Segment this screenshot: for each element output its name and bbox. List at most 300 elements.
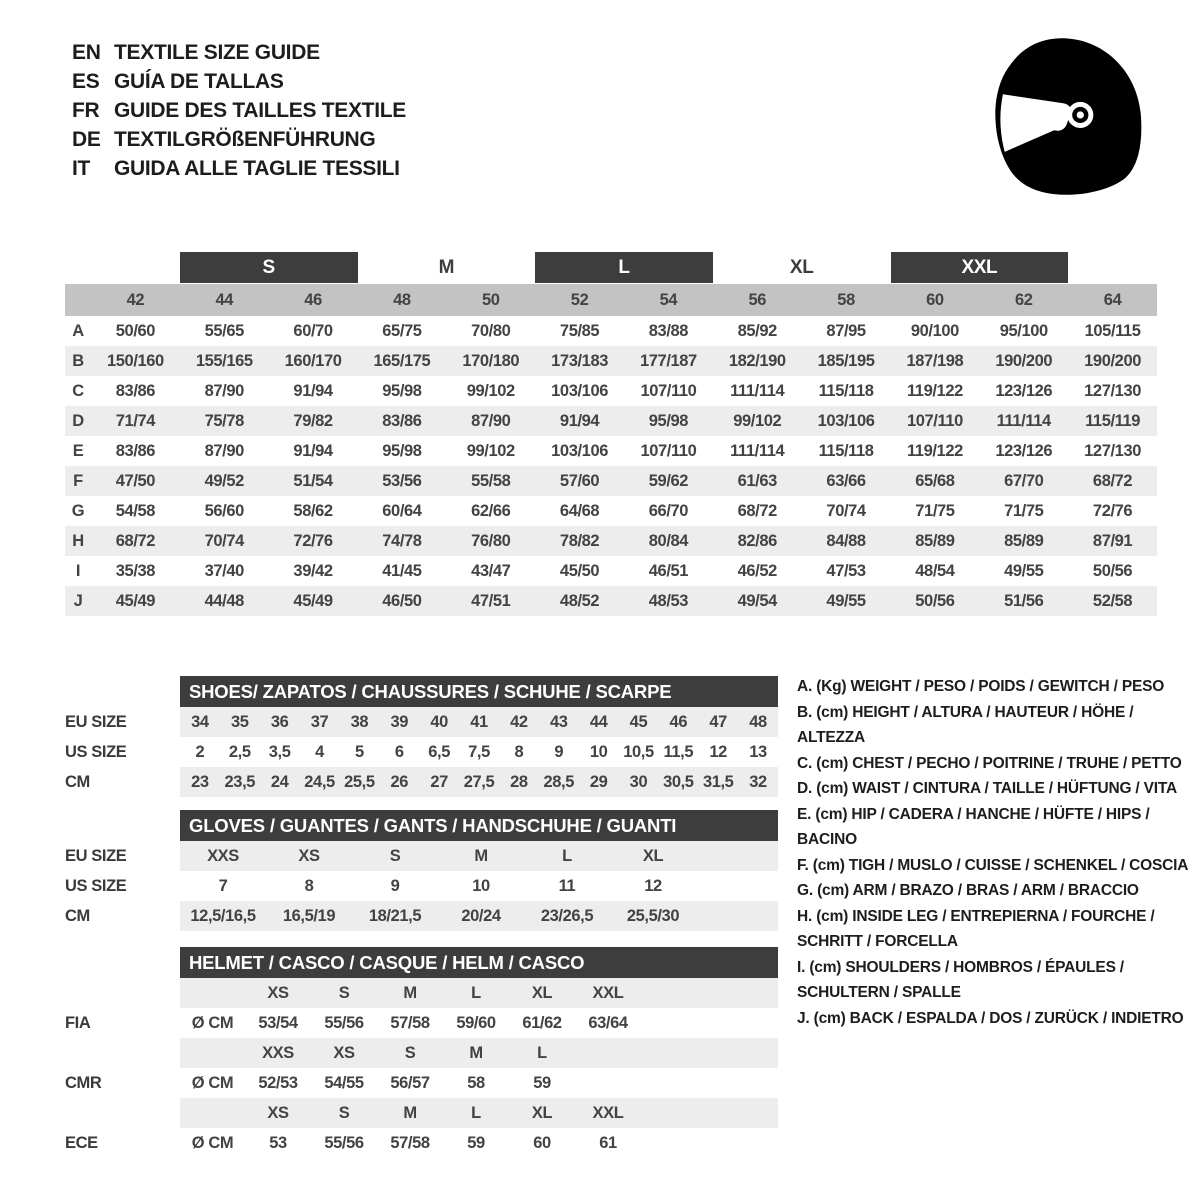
- row-label: F: [73, 472, 83, 490]
- value-cell: 59: [467, 1134, 485, 1152]
- value-cell: 46/50: [382, 592, 422, 610]
- value-cell: XXS: [207, 847, 239, 865]
- shoes-cells: [180, 707, 778, 737]
- value-cell: 190/200: [995, 352, 1053, 370]
- helmet-value-cells: [180, 1068, 778, 1098]
- value-cell: 68/72: [115, 532, 156, 550]
- helmet-value-row: [65, 1068, 778, 1098]
- value-cell: 111/114: [730, 382, 785, 400]
- value-cell: 32: [749, 773, 767, 791]
- standard-label: CMR: [65, 1074, 102, 1092]
- legend-item: A. (Kg) WEIGHT / PESO / POIDS / GEWITCH / PESO: [797, 678, 1165, 695]
- language-label: TEXTILGRÖßENFÜHRUNG: [114, 128, 376, 151]
- unit-label: Ø CM: [191, 1014, 234, 1032]
- value-cell: 123/126: [995, 382, 1053, 400]
- measurement-row: [65, 406, 1157, 436]
- value-cell: 2,5: [228, 743, 251, 761]
- value-cell: 16,5/19: [282, 907, 336, 925]
- value-cell: 78/82: [559, 532, 600, 550]
- helmet-value-row: [65, 1128, 778, 1158]
- value-cell: 34: [191, 713, 209, 731]
- value-cell: 115/118: [818, 442, 874, 460]
- shoes-rows: [65, 707, 778, 797]
- value-cell: 99/102: [733, 412, 782, 430]
- shoes-title-bar: SHOES/ ZAPATOS / CHAUSSURES / SCHUHE / SCARPE: [180, 676, 778, 707]
- size-cell: S: [338, 1104, 350, 1122]
- value-cell: 7,5: [468, 743, 490, 761]
- measurement-row: [65, 526, 1157, 556]
- value-cell: 123/126: [995, 442, 1053, 460]
- value-cell: XS: [298, 847, 320, 865]
- value-cell: 9: [554, 743, 564, 761]
- size-cell: XXS: [262, 1044, 294, 1062]
- value-cell: 70/74: [204, 532, 244, 550]
- value-cell: 46/51: [648, 562, 689, 580]
- value-cell: 91/94: [293, 382, 333, 400]
- value-cell: 24,5: [304, 773, 335, 791]
- size-cell: XL: [531, 1104, 553, 1122]
- row-label: CM: [65, 907, 90, 925]
- value-cell: 83/86: [115, 442, 156, 460]
- value-cell: 90/100: [910, 322, 959, 340]
- row-label: CM: [65, 773, 90, 791]
- legend-item: J. (cm) BACK / ESPALDA / DOS / ZURÜCK / INDIETRO: [797, 1009, 1184, 1027]
- value-cell: 87/91: [1092, 532, 1133, 550]
- value-cell: 24: [270, 773, 289, 791]
- value-cell: 119/122: [906, 442, 963, 460]
- value-cell: 105/115: [1084, 322, 1141, 340]
- language-code: ES: [72, 70, 100, 93]
- standard-label: FIA: [65, 1014, 91, 1032]
- value-cell: 51/54: [293, 472, 333, 490]
- measurement-row: [65, 316, 1157, 346]
- value-cell: 85/92: [737, 322, 777, 340]
- value-cell: 87/90: [204, 382, 244, 400]
- value-cell: 28: [510, 773, 528, 791]
- row-label: [65, 1038, 180, 1068]
- value-cell: 111/114: [730, 442, 785, 460]
- shoes-row: [65, 707, 778, 737]
- size-cell: XS: [267, 984, 289, 1002]
- measurement-rows: [65, 316, 1157, 616]
- value-cell: 20/24: [461, 907, 501, 925]
- value-cell: 56/57: [390, 1074, 430, 1092]
- size-group-m: M: [438, 257, 455, 278]
- value-cell: 63/64: [588, 1014, 628, 1032]
- value-cell: 190/200: [1084, 352, 1141, 370]
- value-cell: 49/55: [826, 592, 866, 610]
- language-code: IT: [72, 157, 91, 180]
- row-label: G: [71, 502, 85, 520]
- value-cell: L: [562, 847, 572, 865]
- value-cell: 4: [315, 743, 324, 761]
- value-cell: 71/74: [115, 412, 156, 430]
- size-cell: 62: [1014, 291, 1033, 309]
- value-cell: 12: [709, 743, 727, 761]
- value-cell: 185/195: [817, 352, 875, 370]
- size-cell: XXL: [592, 984, 624, 1002]
- value-cell: 65/75: [382, 322, 422, 340]
- helmet-value-cells: [180, 1008, 778, 1038]
- value-cell: 10: [589, 743, 608, 761]
- size-cell: 46: [304, 291, 322, 309]
- value-cell: 23,5: [224, 773, 256, 791]
- value-cell: 47/51: [471, 592, 511, 610]
- value-cell: 173/183: [551, 352, 608, 370]
- value-cell: 85/89: [915, 532, 955, 550]
- value-cell: 50/56: [915, 592, 955, 610]
- value-cell: 13: [749, 743, 767, 761]
- size-cell: L: [471, 984, 481, 1002]
- gloves-row: [65, 841, 778, 871]
- value-cell: 52/58: [1092, 592, 1133, 610]
- value-cell: 107/110: [906, 412, 963, 430]
- size-group-s: S: [180, 252, 358, 283]
- value-cell: 59/62: [648, 472, 689, 490]
- value-cell: 10: [472, 877, 490, 895]
- value-cell: 43: [549, 713, 568, 731]
- value-cell: 83/86: [382, 412, 422, 430]
- language-item: [72, 38, 406, 67]
- value-cell: 127/130: [1084, 442, 1141, 460]
- helmet-rows: [65, 978, 778, 1158]
- value-cell: 64/68: [559, 502, 600, 520]
- value-cell: 72/76: [293, 532, 333, 550]
- shoes-row: [65, 737, 778, 767]
- language-list: [72, 38, 406, 183]
- value-cell: 82/86: [737, 532, 777, 550]
- value-cell: 61/63: [737, 472, 777, 490]
- shoes-cells: [180, 767, 778, 797]
- value-cell: 95/98: [648, 412, 689, 430]
- legend-item: C. (cm) CHEST / PECHO / POITRINE / TRUHE / PETTO: [797, 754, 1182, 772]
- value-cell: 115/119: [1085, 412, 1141, 430]
- unit-spacer: [180, 978, 245, 1008]
- value-cell: 47/50: [115, 472, 156, 490]
- value-cell: 83/86: [115, 382, 156, 400]
- value-cell: 30: [629, 773, 648, 791]
- value-cell: 59: [533, 1074, 551, 1092]
- value-cell: 23/26,5: [540, 907, 594, 925]
- value-cell: 35: [231, 713, 249, 731]
- value-cell: 63/66: [826, 472, 866, 490]
- row-label-spacer: [65, 284, 91, 316]
- value-cell: XL: [642, 847, 664, 865]
- gloves-row: [65, 871, 778, 901]
- value-cell: 87/95: [826, 322, 866, 340]
- row-label: EU SIZE: [65, 713, 127, 731]
- value-cell: 6,5: [428, 743, 450, 761]
- value-cell: 103/106: [551, 442, 608, 460]
- value-cell: 48/52: [559, 592, 600, 610]
- size-cell: S: [338, 984, 350, 1002]
- measurement-row: [65, 466, 1157, 496]
- value-cell: 68/72: [1092, 472, 1133, 490]
- value-cell: 49/55: [1004, 562, 1044, 580]
- value-cell: 41: [470, 713, 488, 731]
- value-cell: 66/70: [648, 502, 689, 520]
- value-cell: 68/72: [737, 502, 777, 520]
- size-cell: L: [537, 1044, 547, 1062]
- gloves-table: [65, 810, 778, 931]
- row-label: US SIZE: [65, 877, 127, 895]
- value-cell: 27,5: [463, 773, 495, 791]
- value-cell: 87/90: [471, 412, 511, 430]
- row-label: A: [72, 322, 84, 340]
- shoes-table: [65, 676, 778, 797]
- legend-item: G. (cm) ARM / BRAZO / BRAS / ARM / BRACCIO: [797, 882, 1139, 899]
- value-cell: 58: [467, 1074, 485, 1092]
- helmet-size-row: [65, 978, 778, 1008]
- size-cell: S: [404, 1044, 416, 1062]
- measurement-row: [65, 586, 1157, 616]
- size-cell: [575, 1038, 641, 1068]
- value-cell: 3,5: [268, 743, 291, 761]
- value-cell: 48/53: [648, 592, 689, 610]
- value-cell: 91/94: [559, 412, 600, 430]
- size-group-xxl: XXL: [891, 252, 1069, 283]
- value-cell: S: [389, 847, 401, 865]
- value-cell: 37/40: [204, 562, 244, 580]
- value-cell: 71/75: [915, 502, 955, 520]
- gloves-cells: [180, 871, 778, 901]
- measurement-row: [65, 376, 1157, 406]
- value-cell: 115/118: [818, 382, 874, 400]
- measurement-row: [65, 346, 1157, 376]
- value-cell: 23: [191, 773, 209, 791]
- row-label: D: [72, 412, 84, 430]
- row-label: [65, 1098, 180, 1128]
- value-cell: 31,5: [702, 773, 734, 791]
- value-cell: 57/60: [559, 472, 600, 490]
- language-code: DE: [72, 128, 101, 151]
- helmet-size-cells: [180, 978, 778, 1008]
- value-cell: 29: [589, 773, 608, 791]
- value-cell: 25,5/30: [626, 907, 680, 925]
- value-cell: 58/62: [293, 502, 333, 520]
- size-group-xl: XL: [789, 257, 814, 278]
- size-cell: 48: [393, 291, 411, 309]
- value-cell: 127/130: [1084, 382, 1141, 400]
- value-cell: 67/70: [1004, 472, 1044, 490]
- value-cell: 25,5: [344, 773, 375, 791]
- helmet-title-bar: HELMET / CASCO / CASQUE / HELM / CASCO: [180, 947, 778, 978]
- row-label: E: [72, 442, 84, 460]
- value-cell: 44/48: [204, 592, 244, 610]
- value-cell: 111/114: [996, 412, 1051, 430]
- size-cell: M: [469, 1044, 483, 1062]
- language-item: [72, 125, 406, 154]
- value-cell: 95/98: [382, 382, 422, 400]
- value-cell: 76/80: [471, 532, 511, 550]
- value-cell: 60/70: [293, 322, 333, 340]
- value-cell: 5: [355, 743, 364, 761]
- gloves-title-bar: GLOVES / GUANTES / GANTS / HANDSCHUHE / GUANTI: [180, 810, 778, 841]
- helmet-value-row: [65, 1008, 778, 1038]
- value-cell: 9: [390, 877, 400, 895]
- value-cell: 61: [599, 1134, 617, 1152]
- value-cell: 85/89: [1004, 532, 1044, 550]
- legend-item: F. (cm) TIGH / MUSLO / CUISSE / SCHENKEL / COSCIA: [797, 856, 1189, 874]
- value-cell: 155/165: [195, 352, 253, 370]
- value-cell: 47: [709, 713, 727, 731]
- value-cell: 52/53: [258, 1074, 298, 1092]
- value-cell: 65/68: [915, 472, 955, 490]
- value-cell: 99/102: [466, 382, 515, 400]
- value-cell: 10,5: [623, 743, 654, 761]
- value-cell: 49/54: [737, 592, 777, 610]
- size-cell: M: [403, 1104, 417, 1122]
- value-cell: 70/74: [826, 502, 866, 520]
- size-cell: 44: [215, 291, 234, 309]
- value-cell: 50/56: [1092, 562, 1133, 580]
- size-group-l: L: [535, 252, 713, 283]
- helmet-icon: [975, 30, 1155, 208]
- value-cell: 38: [350, 713, 369, 731]
- value-cell: 42: [510, 713, 528, 731]
- size-group-row: [65, 252, 1157, 283]
- gloves-row: [65, 901, 778, 931]
- size-cell: 56: [748, 291, 767, 309]
- value-cell: 54/55: [324, 1074, 364, 1092]
- value-cell: 60: [533, 1134, 551, 1152]
- gloves-cells: [180, 841, 778, 871]
- value-cell: 45/49: [293, 592, 333, 610]
- value-cell: 107/110: [640, 382, 697, 400]
- value-cell: 79/82: [293, 412, 333, 430]
- value-cell: 83/88: [648, 322, 689, 340]
- value-cell: 7: [218, 877, 228, 895]
- legend-item: H. (cm) INSIDE LEG / ENTREPIERNA / FOURCHE / SCHRITT / FORCELLA: [797, 907, 1155, 950]
- value-cell: 57/58: [390, 1134, 430, 1152]
- value-cell: 40: [430, 713, 448, 731]
- value-cell: 103/106: [551, 382, 608, 400]
- helmet-size-cells: [180, 1098, 778, 1128]
- size-cell: 42: [126, 291, 145, 309]
- value-cell: 36: [270, 713, 289, 731]
- legend-item: I. (cm) SHOULDERS / HOMBROS / ÉPAULES / SCHULTERN / SPALLE: [797, 958, 1124, 1001]
- value-cell: 39: [390, 713, 409, 731]
- helmet-size-table: [65, 947, 778, 1158]
- size-cell: XXL: [592, 1104, 624, 1122]
- size-cell: XS: [267, 1104, 289, 1122]
- value-cell: 51/56: [1004, 592, 1044, 610]
- value-cell: 57/58: [390, 1014, 430, 1032]
- language-label: GUÍA DE TALLAS: [114, 70, 284, 93]
- measurement-row: [65, 436, 1157, 466]
- value-cell: 55/56: [324, 1134, 364, 1152]
- helmet-size-row: [65, 1038, 778, 1068]
- row-label: US SIZE: [65, 743, 127, 761]
- value-cell: 80/84: [648, 532, 689, 550]
- value-cell: 62/66: [471, 502, 511, 520]
- value-cell: 8: [304, 877, 314, 895]
- value-cell: 95/98: [382, 442, 422, 460]
- gloves-cells: [180, 901, 778, 931]
- value-cell: 160/170: [284, 352, 342, 370]
- row-label: EU SIZE: [65, 847, 127, 865]
- value-cell: 75/85: [559, 322, 600, 340]
- value-cell: 71/75: [1004, 502, 1044, 520]
- size-cell: 50: [481, 291, 500, 309]
- value-cell: 37: [310, 713, 329, 731]
- language-item: [72, 67, 406, 96]
- value-cell: M: [474, 847, 488, 865]
- value-cell: 60/64: [382, 502, 422, 520]
- value-cell: 35/38: [115, 562, 156, 580]
- value-cell: 74/78: [382, 532, 422, 550]
- unit-spacer: [180, 1098, 245, 1128]
- value-cell: 11: [558, 877, 576, 895]
- value-cell: 28,5: [543, 773, 574, 791]
- value-cell: 53/54: [258, 1014, 298, 1032]
- unit-label: Ø CM: [191, 1074, 234, 1092]
- size-cell: XL: [531, 984, 553, 1002]
- legend-item: B. (cm) HEIGHT / ALTURA / HAUTEUR / HÖHE / ALTEZZA: [797, 703, 1134, 746]
- size-cell: 60: [926, 291, 944, 309]
- row-label: I: [75, 562, 81, 580]
- size-cell: 58: [837, 291, 855, 309]
- value-cell: 53/56: [382, 472, 422, 490]
- shoes-row: [65, 767, 778, 797]
- value-cell: 187/198: [906, 352, 964, 370]
- value-cell: 6: [394, 743, 404, 761]
- row-label: H: [72, 532, 84, 550]
- unit-spacer: [180, 1038, 245, 1068]
- value-cell: 61/62: [522, 1014, 562, 1032]
- value-cell: 99/102: [466, 442, 515, 460]
- unit-label: Ø CM: [191, 1134, 234, 1152]
- value-cell: 84/88: [826, 532, 866, 550]
- value-cell: 46/52: [737, 562, 777, 580]
- value-cell: 72/76: [1092, 502, 1133, 520]
- language-label: GUIDE DES TAILLES TEXTILE: [114, 99, 406, 122]
- helmet-size-row: [65, 1098, 778, 1128]
- legend-item: E. (cm) HIP / CADERA / HANCHE / HÜFTE / HIPS / BACINO: [797, 805, 1150, 848]
- value-cell: 30,5: [663, 773, 694, 791]
- helmet-size-cells: [180, 1038, 778, 1068]
- value-cell: 2: [195, 743, 205, 761]
- value-cell: 177/187: [639, 352, 697, 370]
- standard-label: ECE: [65, 1134, 98, 1152]
- value-cell: 12,5/16,5: [190, 907, 256, 925]
- language-label: TEXTILE SIZE GUIDE: [114, 41, 320, 64]
- value-cell: 50/60: [115, 322, 156, 340]
- value-cell: 87/90: [204, 442, 244, 460]
- row-label: J: [73, 592, 83, 610]
- value-cell: 26: [390, 773, 409, 791]
- value-cell: 45/50: [559, 562, 600, 580]
- value-cell: 107/110: [640, 442, 697, 460]
- value-cell: 46: [669, 713, 688, 731]
- row-label: [65, 978, 180, 1008]
- value-cell: 165/175: [373, 352, 431, 370]
- value-cell: 55/56: [324, 1014, 364, 1032]
- helmet-value-cells: [180, 1128, 778, 1158]
- value-cell: 49/52: [204, 472, 244, 490]
- value-cell: 103/106: [817, 412, 875, 430]
- value-cell: 59/60: [456, 1014, 496, 1032]
- legend-item: D. (cm) WAIST / CINTURA / TAILLE / HÜFTUNG / VITA: [797, 780, 1177, 797]
- value-cell: 119/122: [906, 382, 963, 400]
- value-cell: 70/80: [471, 322, 511, 340]
- value-cell: 47/53: [826, 562, 866, 580]
- value-cell: 182/190: [728, 352, 786, 370]
- numeric-size-row: [65, 284, 1157, 316]
- language-code: FR: [72, 99, 100, 122]
- value-cell: 56/60: [204, 502, 244, 520]
- value-cell: 48/54: [915, 562, 955, 580]
